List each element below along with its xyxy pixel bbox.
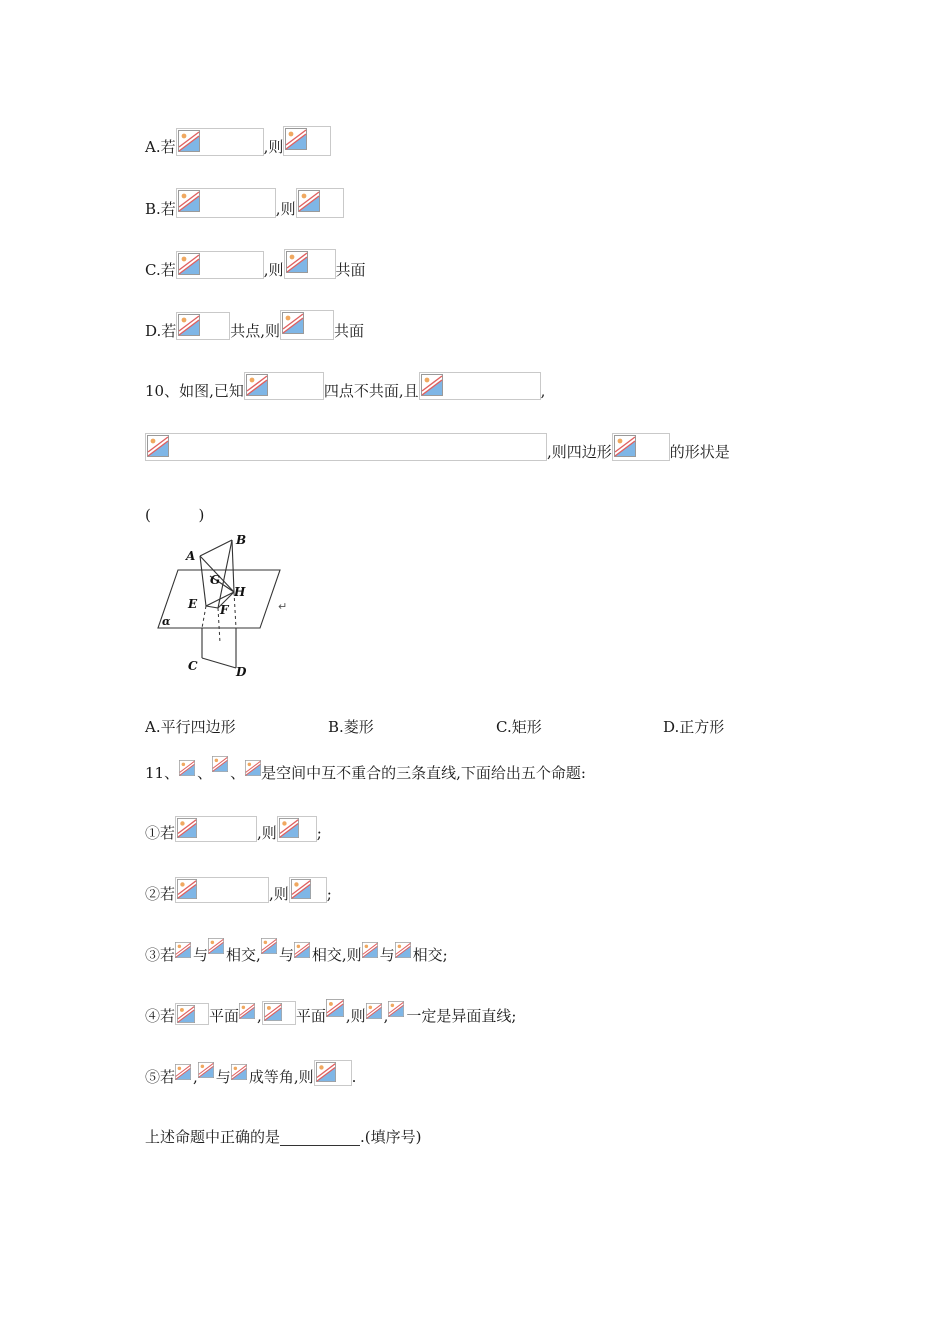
p1-b: ,则	[257, 824, 277, 842]
p3-f: 与	[379, 946, 395, 964]
formula-image-icon	[212, 756, 230, 782]
formula-image-icon	[366, 1003, 384, 1025]
label-b: B	[236, 533, 247, 547]
formula-image-icon	[277, 816, 317, 842]
p4-g: 一定是异面直线;	[406, 1007, 517, 1025]
p3-a: ③若	[145, 946, 176, 964]
p5-c: 与	[215, 1068, 231, 1086]
formula-image-icon	[175, 1064, 193, 1086]
q10-option-d: D.正方形	[663, 718, 725, 736]
q11-proposition-1	[145, 808, 322, 842]
formula-image-icon	[176, 312, 230, 340]
q9-option-d	[145, 306, 364, 340]
q9-c-prefix: C.若	[145, 261, 176, 279]
label-a: A	[186, 549, 196, 563]
q11-intro-text: 是空间中互不重合的三条直线,下面给出五个命题:	[261, 764, 586, 782]
q10-line1	[145, 366, 545, 400]
q10-figure	[150, 528, 300, 687]
p5-e: .	[351, 1068, 357, 1086]
q11-intro	[145, 748, 586, 782]
formula-image-icon	[176, 128, 264, 156]
p2-c: ;	[326, 885, 332, 903]
formula-image-icon	[175, 1003, 209, 1025]
formula-image-icon	[395, 942, 413, 964]
q9-c-mid: ,则	[263, 261, 284, 279]
q10-option-b: B.菱形	[328, 718, 374, 736]
formula-image-icon	[145, 433, 547, 461]
p2-a: ②若	[145, 885, 176, 903]
formula-image-icon	[175, 816, 257, 842]
formula-image-icon	[198, 1062, 216, 1086]
p4-c: ,	[257, 1007, 262, 1025]
formula-image-icon	[280, 310, 334, 340]
formula-image-icon	[261, 938, 279, 964]
answer-suffix: .(填序号)	[360, 1128, 422, 1146]
p3-g: 相交;	[412, 946, 448, 964]
label-e: E	[188, 597, 198, 611]
q11-number: 11、	[145, 764, 180, 782]
formula-image-icon	[326, 999, 346, 1025]
q9-option-b	[145, 184, 344, 218]
label-f: F	[220, 603, 229, 617]
p4-b: 平面	[209, 1007, 240, 1025]
q9-option-c	[145, 245, 366, 279]
p3-d: 与	[278, 946, 294, 964]
q10-line1-a: 10、如图,已知	[145, 382, 244, 400]
formula-image-icon	[239, 1003, 257, 1025]
formula-image-icon	[294, 942, 312, 964]
formula-image-icon	[245, 760, 261, 782]
formula-image-icon	[231, 1064, 249, 1086]
q10-answer-paren	[145, 490, 204, 524]
q10-line1-b: 四点不共面,且	[323, 382, 419, 400]
q9-option-a	[145, 122, 331, 156]
q9-d-suffix: 共面	[334, 322, 365, 340]
q10-line2-a: ,则四边形	[547, 443, 612, 461]
q10-option-c: C.矩形	[496, 718, 542, 736]
label-g: G	[210, 573, 221, 587]
formula-image-icon	[283, 126, 331, 156]
q10-line1-c: ,	[540, 382, 546, 400]
q9-b-prefix: B.若	[145, 200, 176, 218]
q10-option-a: A.平行四边形	[145, 718, 236, 736]
p5-b: ,	[193, 1068, 198, 1086]
formula-image-icon	[244, 372, 324, 400]
geometry-figure	[150, 528, 300, 683]
q9-d-prefix: D.若	[145, 322, 177, 340]
p5-a: ⑤若	[145, 1068, 176, 1086]
label-alpha: α	[162, 615, 171, 628]
p3-e: 相交,则	[311, 946, 362, 964]
formula-image-icon	[388, 1001, 406, 1025]
formula-image-icon	[176, 251, 264, 279]
q9-c-suffix: 共面	[335, 261, 366, 279]
p4-a: ④若	[145, 1007, 176, 1025]
p1-a: ①若	[145, 824, 176, 842]
formula-image-icon	[612, 433, 670, 461]
p1-c: ;	[316, 824, 322, 842]
formula-image-icon	[208, 938, 226, 964]
q11-proposition-4	[145, 991, 516, 1025]
p4-f: ,	[383, 1007, 389, 1025]
answer-blank[interactable]	[280, 1129, 360, 1146]
answer-prompt: 上述命题中正确的是	[145, 1128, 281, 1146]
formula-image-icon	[175, 942, 193, 964]
formula-image-icon	[284, 249, 336, 279]
q9-d-mid: 共点,则	[230, 322, 281, 340]
formula-image-icon	[314, 1060, 352, 1086]
formula-image-icon	[262, 1001, 296, 1025]
formula-image-icon	[362, 942, 380, 964]
q11-proposition-3	[145, 930, 448, 964]
q11-proposition-2	[145, 869, 332, 903]
q10-line2	[145, 427, 730, 461]
formula-image-icon	[289, 877, 327, 903]
formula-image-icon	[176, 188, 276, 218]
p3-b: 与	[193, 946, 209, 964]
p3-c: 相交,	[226, 946, 261, 964]
formula-image-icon	[419, 372, 541, 400]
q9-a-prefix: A.若	[145, 138, 176, 156]
q11-sep-1: 、	[197, 764, 213, 782]
label-c: C	[188, 659, 198, 673]
q10-paren: ( )	[145, 506, 205, 524]
q11-answer-line	[145, 1112, 422, 1146]
p4-e: ,则	[345, 1007, 366, 1025]
q9-b-mid: ,则	[275, 200, 296, 218]
q11-proposition-5	[145, 1052, 356, 1086]
formula-image-icon	[179, 760, 197, 782]
p5-d: 成等角,则	[248, 1068, 314, 1086]
p2-b: ,则	[269, 885, 289, 903]
q9-a-mid: ,则	[263, 138, 284, 156]
q11-sep-2: 、	[230, 764, 246, 782]
formula-image-icon	[175, 877, 269, 903]
formula-image-icon	[296, 188, 344, 218]
label-h: H	[234, 585, 246, 599]
label-d: D	[236, 665, 247, 679]
p4-d: 平面	[295, 1007, 326, 1025]
return-mark: ↵	[278, 600, 288, 613]
q10-line2-b: 的形状是	[669, 443, 730, 461]
